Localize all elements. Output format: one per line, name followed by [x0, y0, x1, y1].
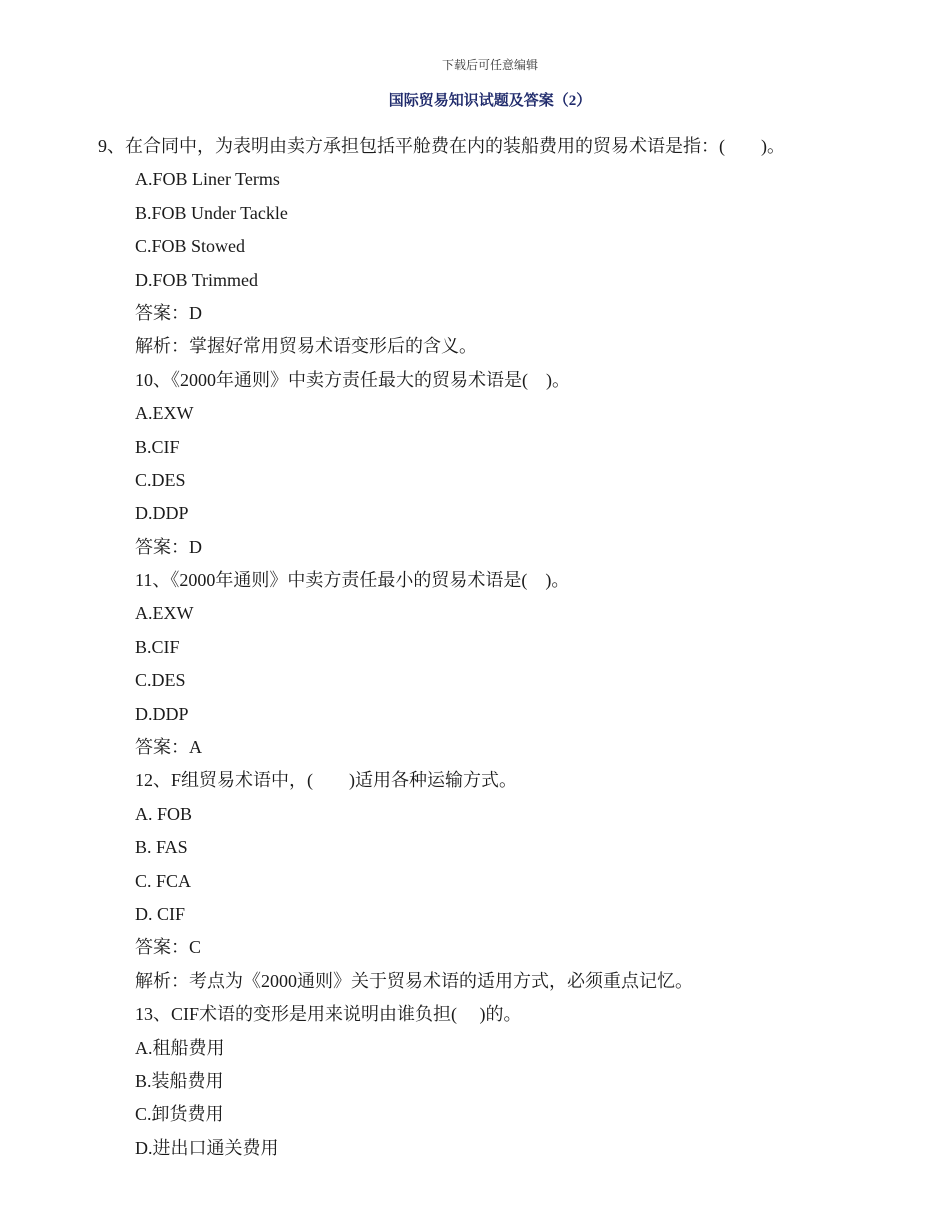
q10-option-d: D.DDP [135, 503, 189, 524]
q9-option-b: B.FOB Under Tackle [135, 202, 288, 223]
question-13: 13、CIF术语的变形是用来说明由谁负担( )的。 [135, 1004, 522, 1025]
q13-option-d: D.进出口通关费用 [135, 1137, 279, 1158]
q11-option-b: B.CIF [135, 636, 180, 657]
q10-option-c: C.DES [135, 469, 186, 490]
question-9: 9、在合同中，为表明由卖方承担包括平舱费在内的装船费用的贸易术语是指：( )。 [98, 136, 785, 156]
q9-option-d: D.FOB Trimmed [135, 269, 259, 290]
q13-option-b: B.装船费用 [135, 1070, 224, 1091]
q11-option-c: C.DES [135, 670, 186, 691]
question-12: 12、F组贸易术语中，( )适用各种运输方式。 [135, 770, 517, 791]
q9-explanation: 解析：掌握好常用贸易术语变形后的含义。 [135, 336, 477, 357]
q9-option-a: A.FOB Liner Terms [135, 169, 280, 190]
q9-answer: 答案：D [135, 302, 202, 323]
q11-option-d: D.DDP [135, 703, 189, 724]
q10-answer: 答案：D [135, 536, 202, 557]
document-body [0, 130, 950, 1165]
q10-option-a: A.EXW [135, 403, 194, 424]
q12-explanation: 解析：考点为《2000通则》关于贸易术语的适用方式，必须重点记忆。 [135, 970, 693, 991]
q12-answer: 答案：C [135, 937, 202, 958]
q12-option-d: D. CIF [135, 903, 186, 924]
q12-option-a: A. FOB [135, 803, 193, 824]
q11-option-a: A.EXW [135, 603, 194, 624]
header-note: 下载后可任意编辑 [441, 58, 538, 72]
q13-option-c: C.卸货费用 [135, 1104, 224, 1125]
q9-option-c: C.FOB Stowed [135, 236, 246, 257]
question-11: 11、《2000年通则》中卖方责任最小的贸易术语是( )。 [135, 570, 570, 591]
q12-option-c: C. FCA [135, 870, 192, 891]
q12-option-b: B. FAS [135, 837, 188, 858]
question-10: 10、《2000年通则》中卖方责任最大的贸易术语是( )。 [135, 369, 570, 390]
page-title: 国际贸易知识试题及答案（2） [388, 93, 592, 109]
q11-answer: 答案：A [135, 737, 202, 758]
q10-option-b: B.CIF [135, 436, 180, 457]
q13-option-a: A.租船费用 [135, 1037, 225, 1058]
